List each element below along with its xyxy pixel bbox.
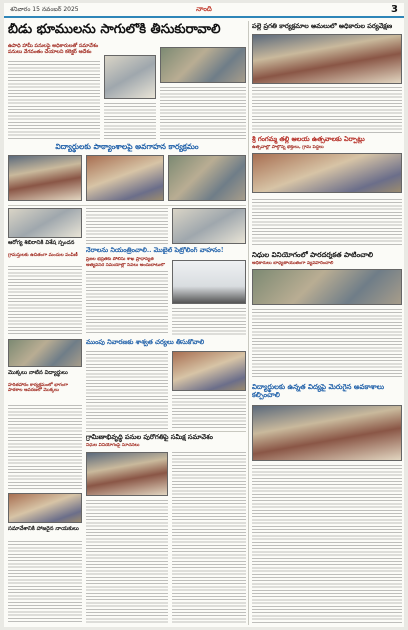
flood-body-text-2 [172, 395, 246, 429]
leaders-headline: సమావేశానికి హాజరైన నాయకులు [8, 526, 79, 532]
health-camp-photo [8, 208, 82, 238]
funds-article [252, 199, 402, 379]
students-headline: విద్యార్థులకు పాఠ్యాంశాలపై అవగాహన కార్యక్రమం [55, 143, 199, 151]
students-photo-2 [86, 155, 164, 201]
health-camp-body-text [8, 266, 82, 336]
lead-body-text-2 [104, 103, 156, 139]
lead-subhead-1: ఉపాధి హామీ పనులపై అధికారులతో సమావేశం [8, 43, 99, 49]
saplings-body-text [8, 405, 82, 489]
lead-subhead-2: పనులు వేగవంతం చేయాలని కలెక్టర్ ఆదేశం [8, 49, 92, 55]
top-right-article [252, 23, 402, 133]
section-divider [8, 205, 246, 206]
review-body-text-2 [172, 452, 246, 624]
saplings-headline: మొక్కలు నాటిన విద్యార్థులు [8, 370, 68, 376]
flood-body-text [86, 351, 168, 429]
review-meeting-article [86, 434, 246, 624]
review-subhead: నిధుల వినియోగంపై సూచనలు [86, 443, 140, 448]
temple-article [252, 136, 402, 196]
higher-education-photo [252, 405, 402, 461]
review-headline: గ్రామీణాభివృద్ధి పనుల పురోగతిపై సమీక్ష సమావేశం [86, 434, 213, 441]
review-body-text [86, 500, 168, 624]
students-photo-1 [8, 155, 82, 201]
review-photo [86, 452, 168, 496]
lead-body-text-3 [160, 87, 246, 139]
issue-date: శనివారం 15 నవంబర్ 2025 [10, 5, 79, 13]
students-article [8, 143, 246, 203]
top-right-headline: పల్లె ప్రగతి కార్యక్రమాల అమలులో అధికారుల పర్యవేక్షణ [252, 23, 393, 30]
leaders-body-text [8, 541, 82, 624]
flood-article [86, 339, 246, 429]
funds-photo [252, 269, 402, 305]
top-right-photo [252, 34, 402, 84]
saplings-subhead: హరితహారం కార్యక్రమంలో భాగంగా పాఠశాల ఆవరణలో మొక్కలు [8, 383, 69, 394]
flood-photo [172, 351, 246, 391]
lead-photo [104, 55, 156, 99]
health-camp-headline: ఆరోగ్య శిబిరానికి విశేష స్పందన [8, 240, 75, 246]
patrol-vehicle-article [86, 208, 246, 336]
funds-headline: నిధుల వినియోగంలో పారదర్శకత పాటించాలి [252, 251, 373, 259]
masthead [4, 3, 404, 18]
patrol-intro-text [86, 208, 168, 244]
patrol-vehicle-photo [172, 260, 246, 304]
funds-subhead: అధికారులు బాధ్యతాయుతంగా వ్యవహరించాలి [252, 261, 334, 266]
saplings-photo [8, 339, 82, 367]
top-right-body-text [252, 87, 402, 133]
higher-education-body-text [252, 465, 402, 624]
saplings-article [8, 339, 82, 489]
students-photo-3 [168, 155, 246, 201]
patrol-body-text [86, 271, 168, 335]
flood-headline: ముంపు నివారణకు శాశ్వత చర్యలు తీసుకోవాలి [86, 339, 205, 346]
leaders-photo [8, 493, 82, 523]
funds-body-text [252, 309, 402, 379]
patrol-body-text-2 [172, 308, 246, 335]
lead-body-text [8, 61, 100, 139]
lead-article [8, 23, 246, 141]
newspaper-page [4, 3, 404, 627]
column-divider [248, 21, 249, 625]
higher-education-headline: విద్యార్థులకు ఉన్నత విద్యపై మెరుగైన అవకాశాలు కల్పించాలి [252, 383, 385, 399]
patrol-headline: నేరాలను నియంత్రించాలి.. మొబైల్ పెట్రోలింగ్ వాహనం! [86, 247, 224, 254]
patrol-top-photo [172, 208, 246, 244]
funds-intro-text [252, 199, 402, 247]
patrol-subhead-1: ప్రజల భద్రతకు పోలీసు శాఖ ప్రాధాన్యత [86, 257, 154, 262]
page-number: 3 [391, 4, 398, 15]
health-camp-article [8, 208, 82, 336]
higher-education-article [252, 383, 402, 624]
lead-photo-2 [160, 47, 246, 83]
health-camp-subhead: గ్రామస్తులకు ఉచితంగా మందుల పంపిణీ [8, 253, 78, 258]
patrol-subhead-2: అత్యవసర సమయాల్లో సేవలు అందుబాటులో [86, 263, 165, 268]
lead-headline: బీడు భూములను సాగులోకి తీసుకురావాలి [8, 23, 221, 37]
temple-subhead: ఉత్సవాల్లో పాల్గొన్న భక్తులు, గ్రామ పెద్దలు [252, 145, 324, 150]
section-divider-2 [86, 431, 246, 432]
temple-photo [252, 153, 402, 193]
temple-headline: శ్రీ గంగమ్మ తల్లి ఆలయ ఉత్సవాలకు ఏర్పాట్లు [252, 136, 365, 143]
paper-name: నాంది [196, 4, 212, 13]
leaders-article [8, 493, 82, 624]
